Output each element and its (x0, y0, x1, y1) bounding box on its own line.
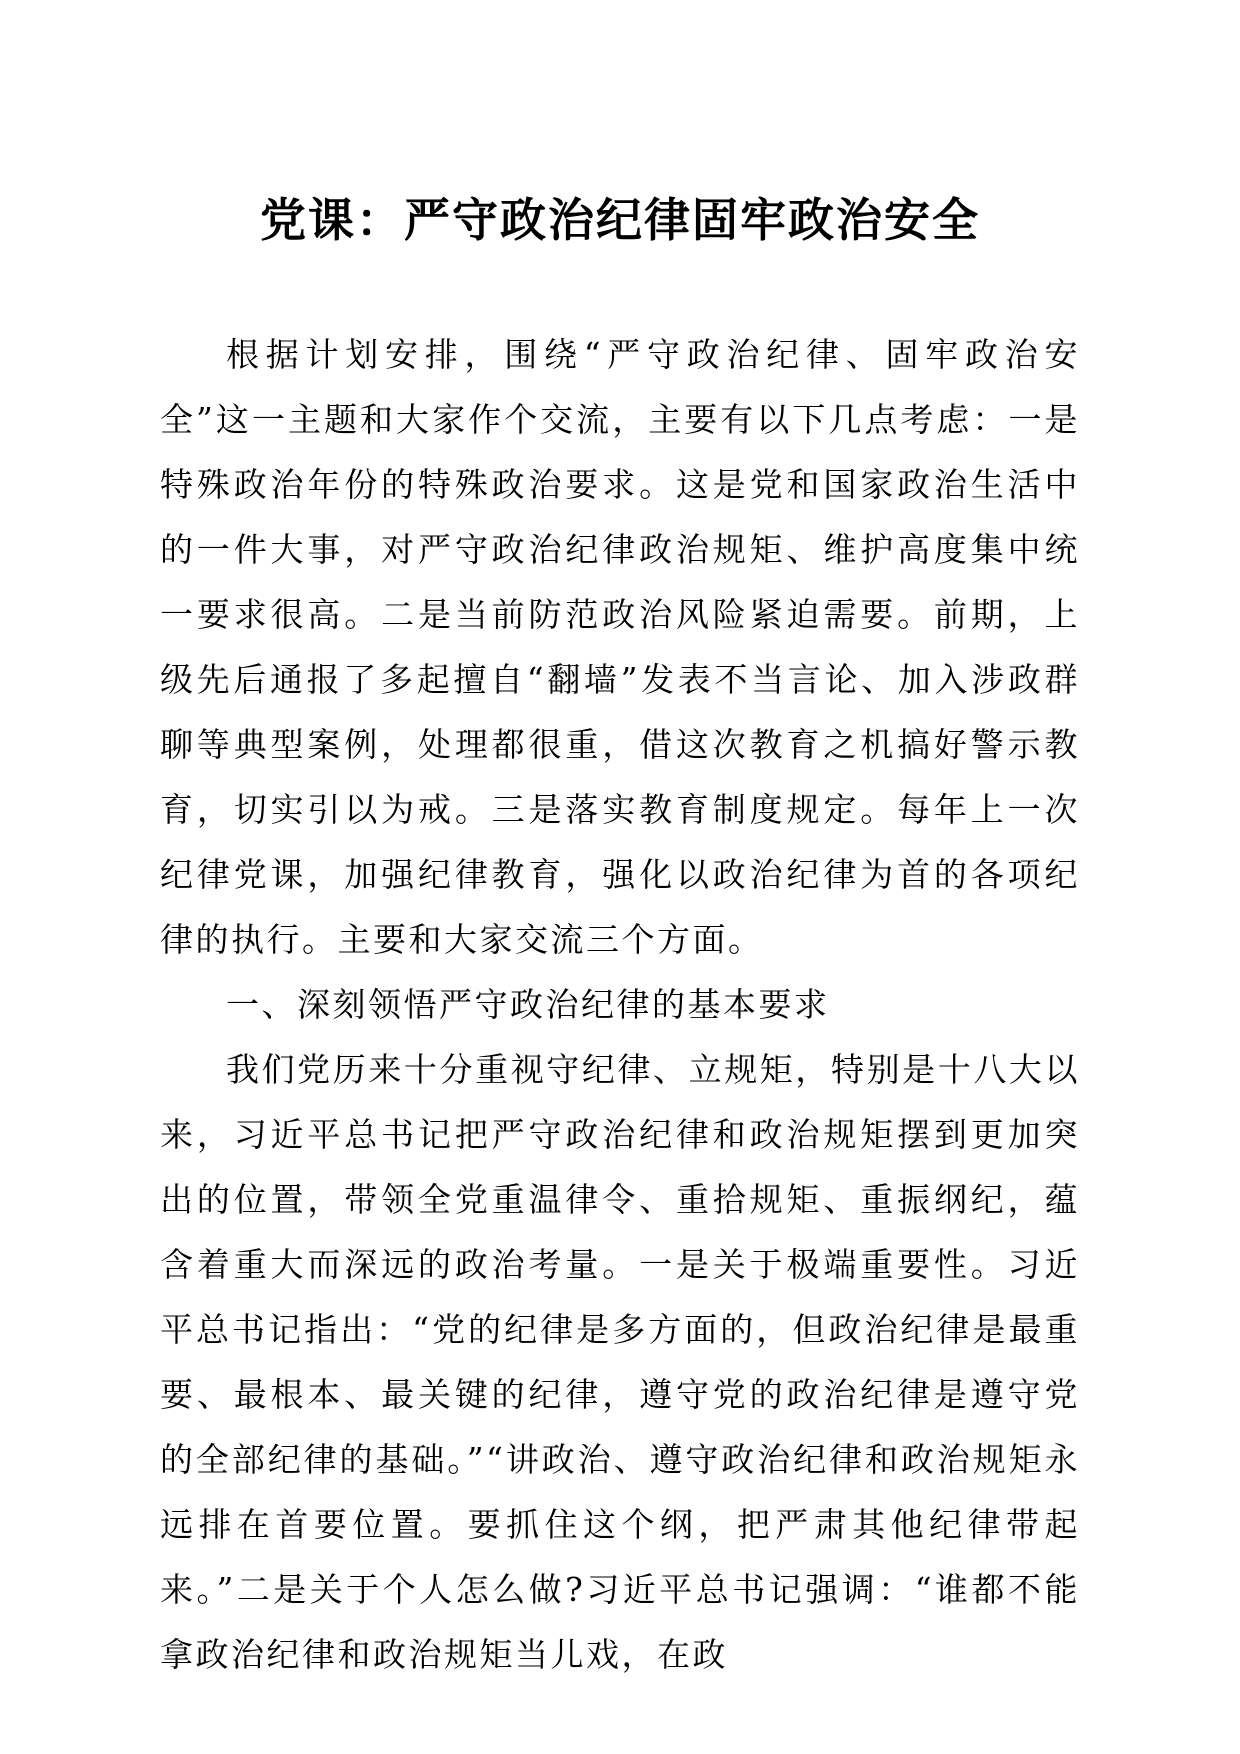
section-heading-1: 一、深刻领悟严守政治纪律的基本要求 (226, 985, 830, 1024)
document-body (160, 322, 1080, 1687)
document-title: 党课：严守政治纪律固牢政治安全 (260, 193, 980, 247)
paragraph-section-1: 我们党历来十分重视守纪律、立规矩，特别是十八大以来，习近平总书记把严守政治纪律和政治规矩摆到更加突出的位置，带领全党重温律令、重拾规矩、重振纲纪，蕴含着重大而深远的政治考量。一是关于极端重要性。习近平总书记指出：“党的纪律是多方面的，但政治纪律是最重要、最根本、最关键的纪律，遵守党的政治纪律是遵守党的全部纪律的基础。”“讲政治、遵守政治纪律和政治规矩永远排在首要位置。要抓住这个纲，把严肃其他纪律带起来。”二是关于个人怎么做?习近平总书记强调：“谁都不能拿政治纪律和政治规矩当儿戏，在政 (160, 1050, 1080, 1674)
paragraph-intro: 根据计划安排，围绕“严守政治纪律、固牢政治安全”这一主题和大家作个交流，主要有以下几点考虑：一是特殊政治年份的特殊政治要求。这是党和国家政治生活中的一件大事，对严守政治纪律政治规矩、维护高度集中统一要求很高。二是当前防范政治风险紧迫需要。前期，上级先后通报了多起擅自“翻墙”发表不当言论、加入涉政群聊等典型案例，处理都很重，借这次教育之机搞好警示教育，切实引以为戒。三是落实教育制度规定。每年上一次纪律党课，加强纪律教育，强化以政治纪律为首的各项纪律的执行。主要和大家交流三个方面。 (160, 335, 1080, 959)
